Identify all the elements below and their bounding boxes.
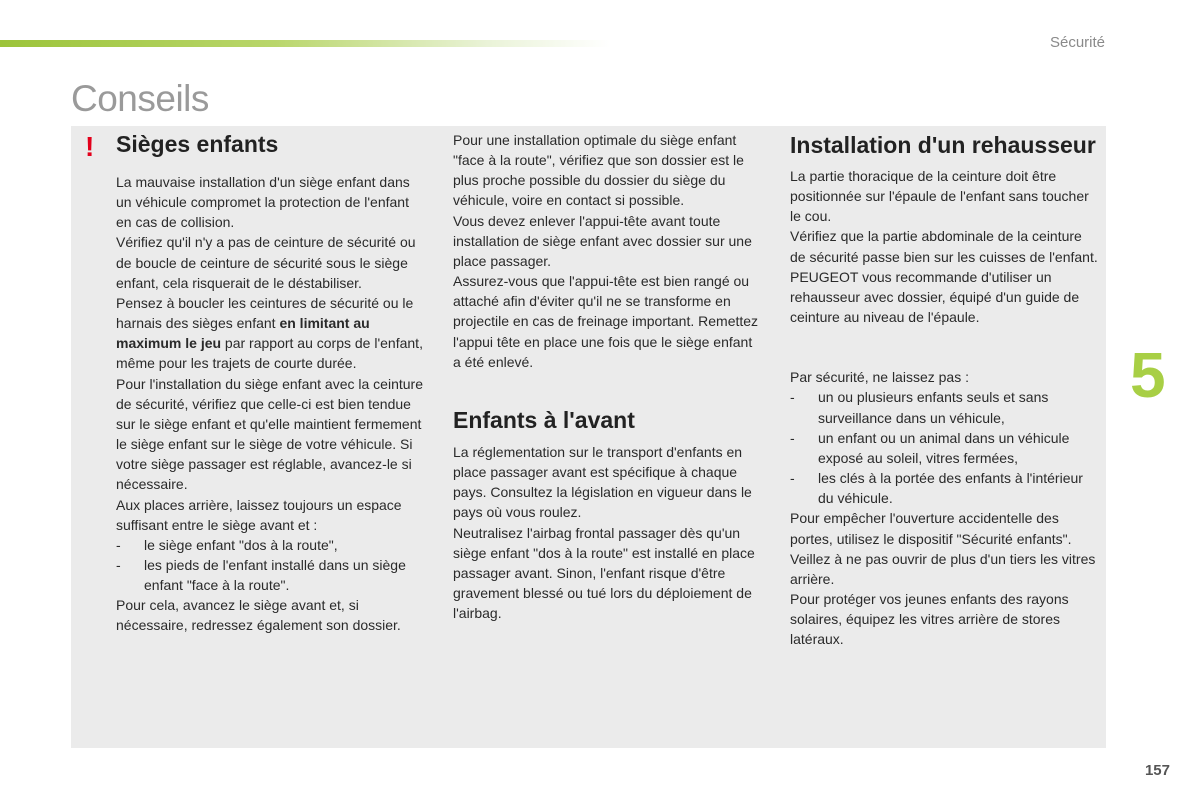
paragraph: Neutralisez l'airbag frontal passager dès qu'un siège enfant "dos à la route" est installé en place passager avant. Sinon, l'enfant risque d'être gravement blessé ou tué lors du déploiement de l'airbag. <box>453 524 755 622</box>
dash: - <box>116 536 121 553</box>
section-color-bar <box>0 40 610 47</box>
dash: - <box>790 429 795 446</box>
list-item-text: un enfant ou un animal dans un véhicule exposé au soleil, vitres fermées, <box>818 429 1070 466</box>
list-item-text: les clés à la portée des enfants à l'intérieur du véhicule. <box>818 470 1083 507</box>
paragraph: La mauvaise installation d'un siège enfant dans un véhicule compromet la protection de l'enfant en cas de collision. <box>116 174 410 231</box>
list-item <box>790 428 1100 468</box>
section-label: Sécurité <box>1049 34 1105 51</box>
column-2 <box>453 130 763 372</box>
paragraph: Veillez à ne pas ouvrir de plus d'un tiers les vitres arrière. <box>790 550 1096 587</box>
dash: - <box>790 470 795 487</box>
paragraph: PEUGEOT vous recommande d'utiliser un rehausseur avec dossier, équipé d'un guide de ceinture au niveau de l'épaule. <box>790 268 1080 326</box>
spacer <box>790 347 1100 367</box>
page-title: Conseils <box>71 78 209 119</box>
paragraph: Pour cela, avancez le siège avant et, si nécessaire, redressez également son dossier. <box>116 597 401 634</box>
paragraph: Pour protéger vos jeunes enfants des rayons solaires, équipez les vitres arrière de stores latéraux. <box>790 590 1069 648</box>
list-item <box>790 387 1100 427</box>
list-item-text: le siège enfant "dos à la route", <box>144 536 338 553</box>
warning-icon: ! <box>85 131 95 162</box>
heading-rehausseur: Installation d'un rehausseur <box>790 132 1096 158</box>
paragraph: Par sécurité, ne laissez pas : <box>790 369 969 386</box>
list <box>790 387 1100 508</box>
heading-enfants-avant: Enfants à l'avant <box>453 407 635 433</box>
column-3 <box>790 130 1100 649</box>
page-number: 157 <box>1144 762 1170 779</box>
paragraph: La partie thoracique de la ceinture doit être positionnée sur l'épaule de l'enfant sans toucher le cou. <box>790 168 1089 225</box>
paragraph: Assurez-vous que l'appui-tête est bien rangé ou attaché afin d'éviter qu'il ne se transforme en projectile en cas de freinage important. Remettez l'appui tête en place une fois que le siège enfant a été enlevé. <box>453 273 759 370</box>
list-item <box>790 468 1100 508</box>
paragraph <box>116 293 428 374</box>
text: par rapport au corps de l'enfant, même pour les trajets de courte durée. <box>116 335 423 372</box>
list-item <box>116 535 428 555</box>
column-2-lower <box>453 442 763 623</box>
chapter-number: 5 <box>1130 339 1166 411</box>
paragraph: Vérifiez que la partie abdominale de la ceinture de sécurité passe bien sur les cuisses de l'enfant. <box>790 228 1098 265</box>
text: Pensez à boucler les ceintures de sécurité ou le harnais des sièges enfant <box>116 294 414 332</box>
heading-sieges-enfants: Sièges enfants <box>116 131 279 157</box>
paragraph: Vérifiez qu'il n'y a pas de ceinture de sécurité ou de boucle de ceinture de sécurité sous le siège enfant, cela risquerait de le déstabiliser. <box>116 234 416 291</box>
list <box>116 535 428 595</box>
spacer <box>790 327 1100 347</box>
dash: - <box>790 389 795 406</box>
paragraph: Pour une installation optimale du siège enfant "face à la route", vérifiez que son dossier est le plus proche possible du dossier du siège du véhicule, voire en contact si possible. <box>453 132 744 209</box>
column-1 <box>116 172 428 636</box>
list-item <box>116 555 428 595</box>
list-item-text: un ou plusieurs enfants seuls et sans surveillance dans un véhicule, <box>818 389 1049 426</box>
paragraph: La réglementation sur le transport d'enfants en place passager avant est spécifique à chaque pays. Consultez la législation en vigueur dans le pays où vous roulez. <box>453 444 752 521</box>
list-item-text: les pieds de l'enfant installé dans un siège enfant "face à la route". <box>144 556 406 594</box>
paragraph: Pour empêcher l'ouverture accidentelle des portes, utilisez le dispositif "Sécurité enfants". <box>790 510 1072 547</box>
dash: - <box>116 556 121 573</box>
bold-text: en limitant au maximum le jeu <box>116 315 370 352</box>
paragraph: Vous devez enlever l'appui-tête avant toute installation de siège enfant avec dossier sur une place passager. <box>453 212 752 269</box>
paragraph: Aux places arrière, laissez toujours un espace suffisant entre le siège avant et : <box>116 496 402 533</box>
paragraph: Pour l'installation du siège enfant avec la ceinture de sécurité, vérifiez que celle-ci est bien tendue sur le siège enfant et qu'elle maintient fermement le siège enfant sur le siège de votre véhicule. Si votre siège passager est réglable, avancez-le si nécessaire. <box>116 375 423 493</box>
